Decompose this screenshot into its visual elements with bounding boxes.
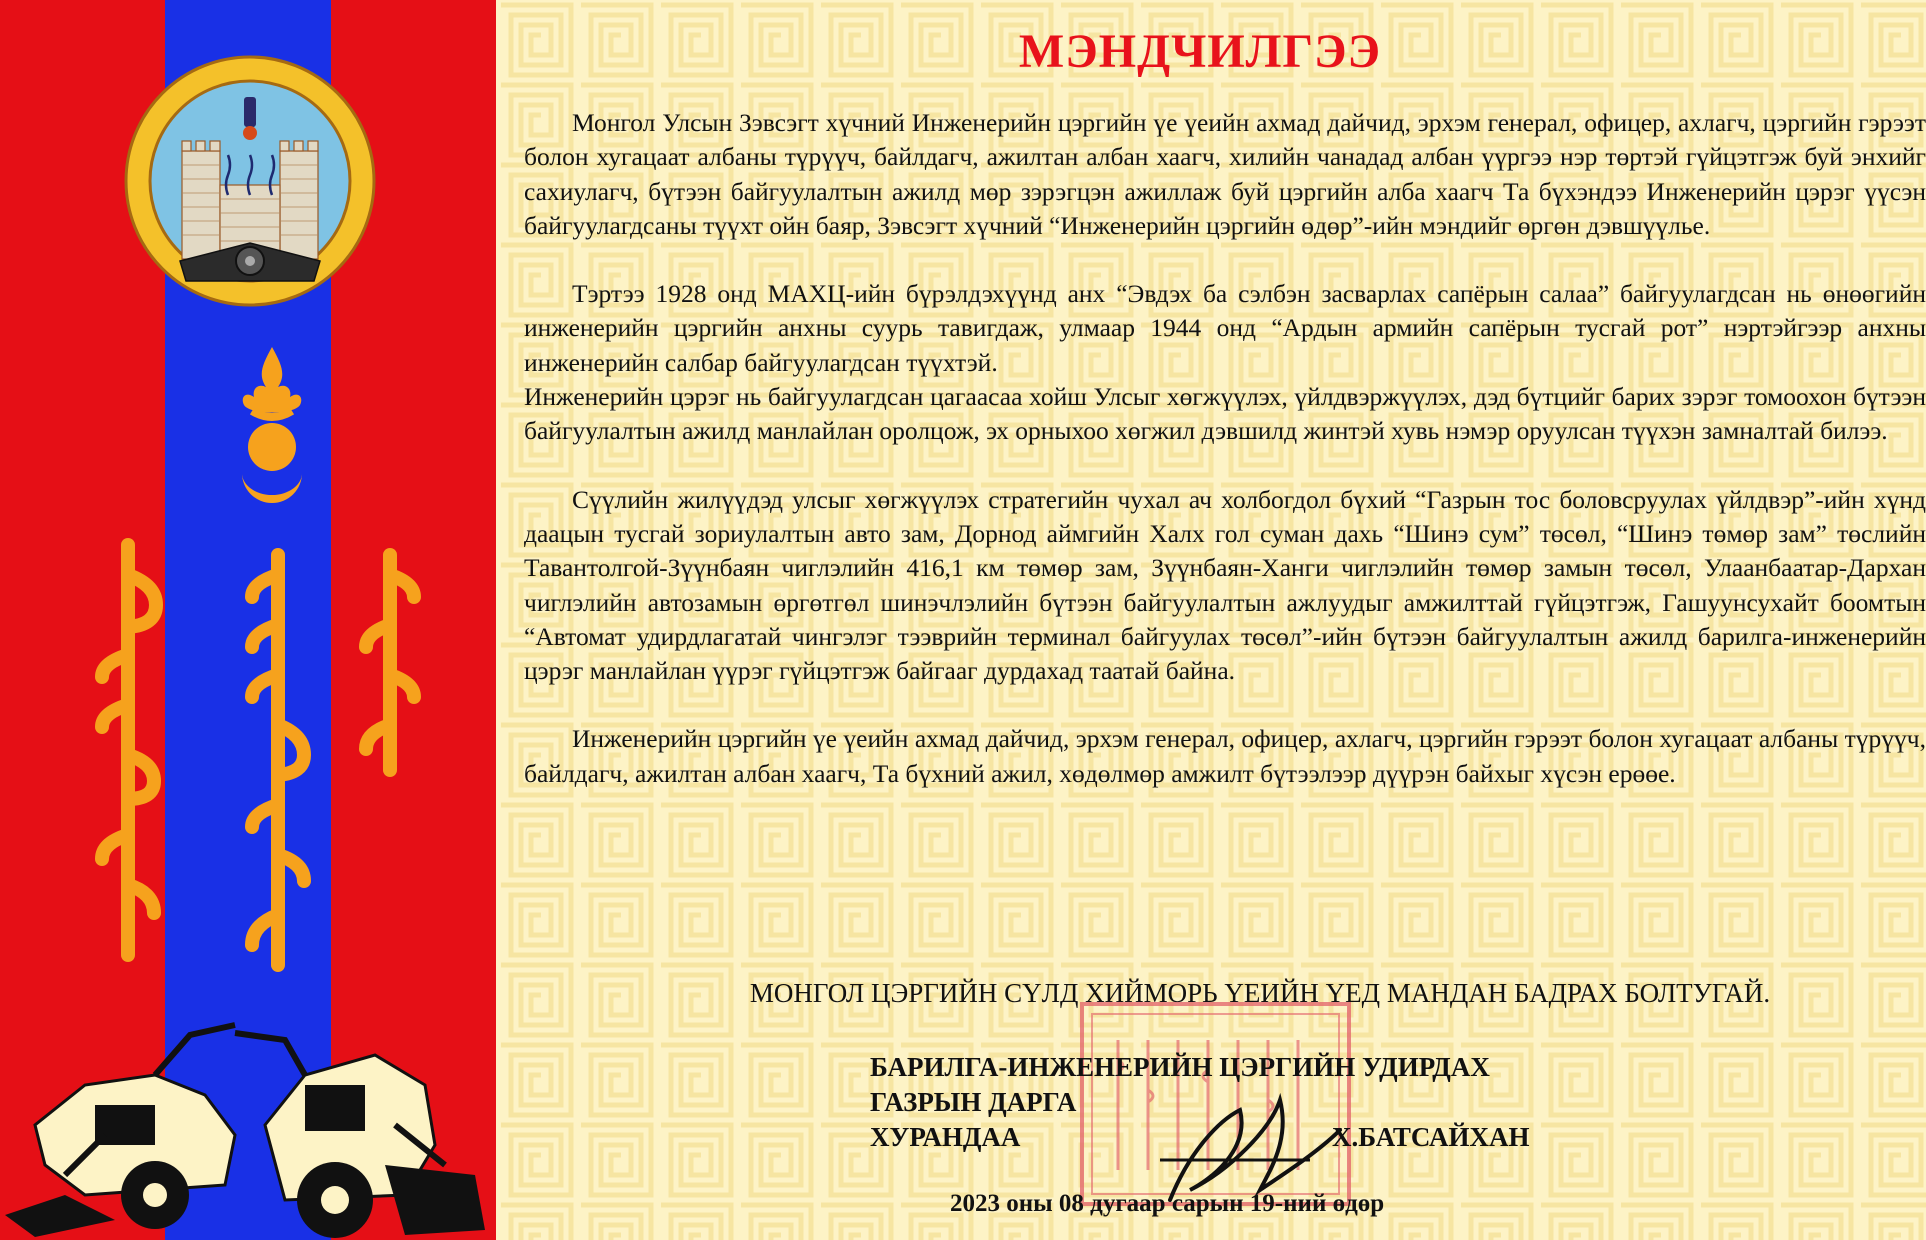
mongolian-script-column-1 <box>88 535 168 975</box>
paragraph-2: Тэртээ 1928 онд МАХЦ-ийн бүрэлдэхүүнд анх “Эвдэх ба сэлбэн засварлах сапёрын салаа” байгуулагдсан нь өнөөгийн инженерийн цэргийн анхны суурь тавигдаж, улмаар 1944 онд “Ардын армийн сапёрын тусгай рот” нэртэйгээр анхны инженерийн салбар байгуулагдсан түүхтэй. <box>524 279 1926 377</box>
mongolian-script-column-2 <box>238 545 318 985</box>
signatory-name: Х.БАТСАЙХАН <box>1332 1122 1530 1152</box>
paragraph-5: Инженерийн цэргийн үе үеийн ахмад дайчид, эрхэм генерал, офицер, ахлагч, цэргийн гэрээт болон хугацаат албаны түрүүч, байлдагч, ажилтан албан хаагч, Та бүхний ажил, хөдөлмөр амжилт бүтээлээр дүүрэн байхыг хүсэн ерөөе. <box>524 724 1926 788</box>
construction-vehicles-icon <box>5 1015 490 1240</box>
signature-rank: ХУРАНДАА <box>870 1122 1021 1152</box>
letter-title: МЭНДЧИЛГЭЭ <box>1018 25 1382 78</box>
paragraph-3: Инженерийн цэрэг нь байгуулагдсан цагаасаа хойш Улсыг хөгжүүлэх, үйлдвэржүүлэх, дэд бүтцийг барих зэрэг томоохон бүтээн байгуулалтын ажилд манлайлан оролцож, эх орныхоо хөгжил дэвшилд жинтэй хувь нэмэр оруулсан түүхэн замналтай билээ. <box>524 382 1926 446</box>
flag-sidebar <box>0 0 496 1240</box>
paragraph-1: Монгол Улсын Зэвсэгт хүчний Инженерийн цэргийн үе үеийн ахмад дайчид, эрхэм генерал, офицер, ахлагч, цэргийн гэрээт болон хугацаат албаны түрүүч, байлдагч, ажилтан албан хаагч, хилийн чанадад албан үүргээ нэр төртэй гүйцэтгэж буй энхийг сахиулагч, бүтээн байгуулалтын ажилд мөр зэрэгцэн ажиллаж буй цэргийн алба хаагч Та бүхэндээ Инженерийн цэрэг үүсэн байгуулагдсаны түүхт ойн баяр, Зэвсэгт хүчний “Инженерийн цэргийн өдөр”-ийн мэндийг өргөн дэвшүүлье. <box>524 108 1926 240</box>
motto: МОНГОЛ ЦЭРГИЙН СҮЛД ХИЙМОРЬ ҮЕИЙН ҮЕД МАНДАН БАДРАХ БОЛТУГАЙ. <box>749 978 1771 1008</box>
mongolian-script-column-3 <box>355 545 425 785</box>
letter-date: 2023 оны 08 дугаар сарын 19-ний өдөр <box>950 1190 1385 1217</box>
engineer-troops-emblem-icon <box>124 55 376 307</box>
signature-title-line2: ГАЗРЫН ДАРГА <box>870 1087 1077 1117</box>
paragraph-4: Сүүлийн жилүүдэд улсыг хөгжүүлэх стратегийн чухал ач холбогдол бүхий “Газрын тос боловсруулах үйлдвэр”-ийн хүнд даацын тусгай зориулалтын авто зам, Дорнод аймгийн Халх гол суман дахь “Шинэ сум” төсөл, “Шинэ төмөр зам” төслийн Тавантолгой-Зүүнбаян чиглэлийн 416,1 км төмөр зам, Зүүнбаян-Ханги чиглэлийн төмөр замын төсөл, Улаанбаатар-Дархан чиглэлийн автозамын өргөтгөл шинэчлэлийн бүтээн байгуулалтын ажлуудыг амжилттай гүйцэтгэж, Гашуунсухайт боомтын “Автомат удирдлагатай чингэлэг тээврийн терминал байгуулах төсөл”-ийн бүтээн байгуулалтын ажилд барилга-инженерийн цэрэг манлайлан үүрэг гүйцэтгэж байгааг дурдахад таатай байна. <box>524 484 1926 686</box>
soyombo-icon <box>222 345 322 525</box>
letter-body <box>524 106 1926 936</box>
signature-title-line1: БАРИЛГА-ИНЖЕНЕРИЙН ЦЭРГИЙН УДИРДАХ <box>870 1052 1490 1082</box>
